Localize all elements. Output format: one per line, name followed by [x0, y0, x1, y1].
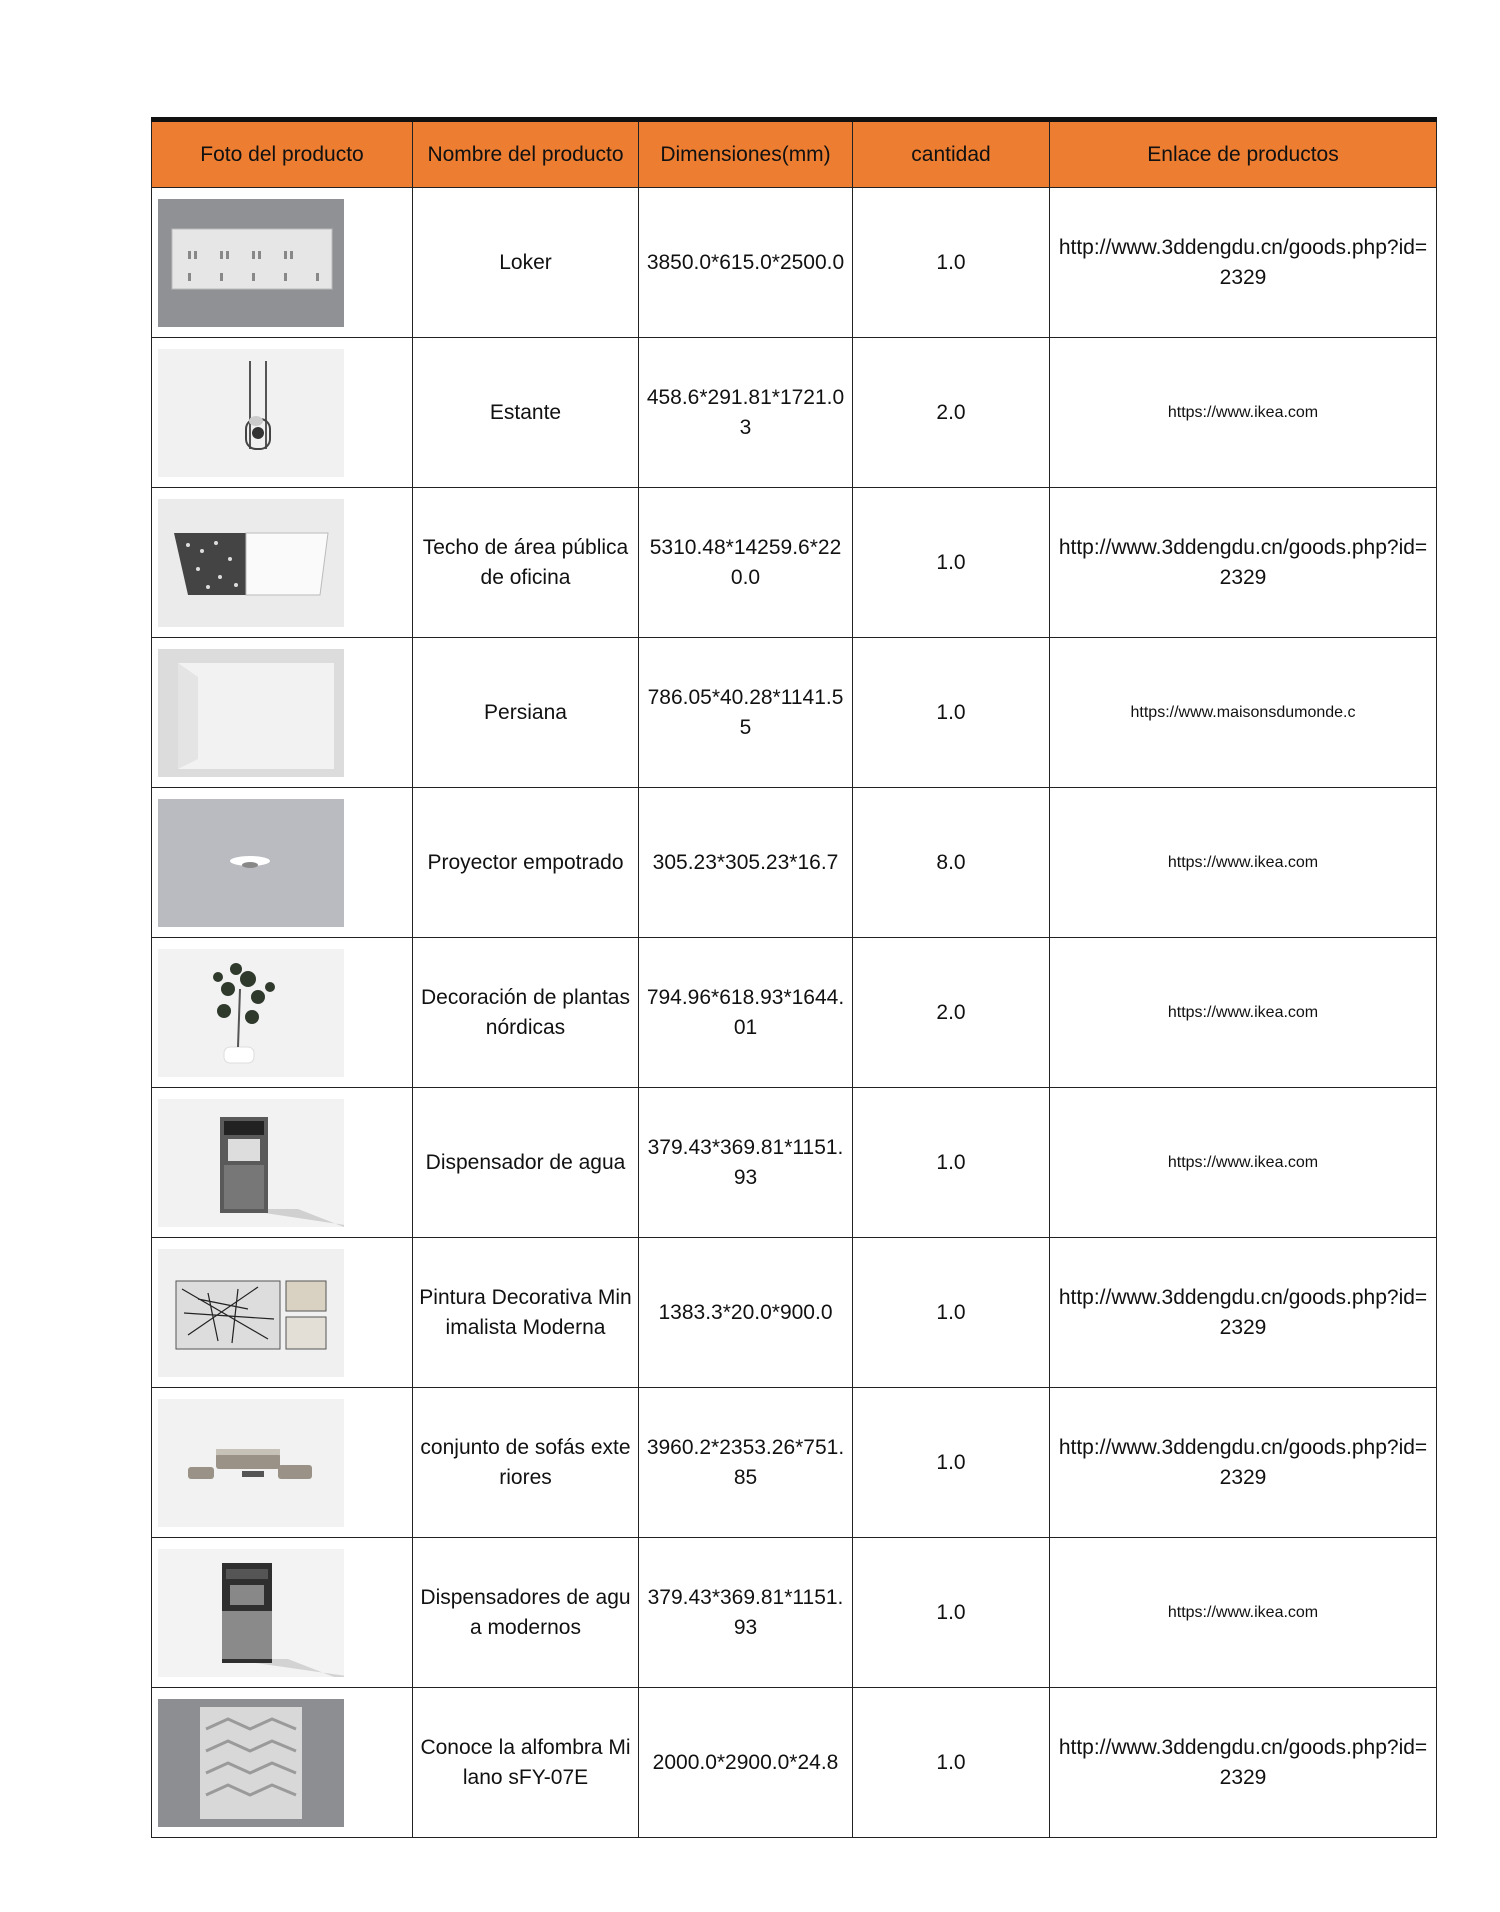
product-name-cell	[413, 638, 639, 788]
product-name-cell	[413, 1088, 639, 1238]
product-name-cell	[413, 938, 639, 1088]
ceiling-image	[158, 499, 344, 627]
table-row	[152, 1088, 1437, 1238]
table-row	[152, 788, 1437, 938]
product-name: conjunto de sofás exteriores	[420, 1435, 631, 1489]
product-name: Pintura Decorativa Minimalista Moderna	[419, 1285, 632, 1339]
product-quantity-cell	[853, 1088, 1050, 1238]
product-quantity-cell	[853, 188, 1050, 338]
product-dimensions: 379.43*369.81*1151.93	[647, 1135, 844, 1189]
product-name: Techo de área pública de oficina	[422, 535, 629, 589]
product-link-cell	[1050, 338, 1437, 488]
product-link-cell	[1050, 788, 1437, 938]
product-dimensions-cell	[639, 488, 853, 638]
product-link-cell	[1050, 488, 1437, 638]
decorative-painting-image	[158, 1249, 344, 1377]
outdoor-sofa-set-image	[158, 1399, 344, 1527]
product-link-cell	[1050, 1688, 1437, 1838]
modern-water-dispenser-image	[158, 1549, 344, 1677]
table-row	[152, 1388, 1437, 1538]
product-link[interactable]: http://www.3ddengdu.cn/goods.php?id=2329	[1058, 1435, 1428, 1489]
product-photo-cell	[152, 1088, 413, 1238]
product-link-cell	[1050, 1238, 1437, 1388]
product-name-cell	[413, 338, 639, 488]
plant-image	[158, 949, 344, 1077]
product-quantity: 1.0	[936, 1600, 966, 1624]
product-name-cell	[413, 1238, 639, 1388]
product-quantity: 1.0	[936, 1150, 966, 1174]
product-dimensions-cell	[639, 1688, 853, 1838]
product-quantity: 1.0	[936, 1750, 966, 1774]
product-link[interactable]: http://www.3ddengdu.cn/goods.php?id=2329	[1058, 1735, 1428, 1789]
product-quantity-cell	[853, 338, 1050, 488]
product-name: Decoración de plantas nórdicas	[421, 985, 630, 1039]
table-row	[152, 1538, 1437, 1688]
product-name-cell	[413, 188, 639, 338]
product-photo-cell	[152, 1238, 413, 1388]
product-dimensions-cell	[639, 1088, 853, 1238]
product-quantity-cell	[853, 938, 1050, 1088]
product-link[interactable]: https://www.ikea.com	[1167, 1153, 1319, 1171]
product-dimensions: 1383.3*20.0*900.0	[658, 1300, 833, 1324]
product-quantity: 1.0	[936, 1450, 966, 1474]
product-quantity-cell	[853, 1688, 1050, 1838]
product-quantity: 1.0	[936, 700, 966, 724]
product-dimensions-cell	[639, 788, 853, 938]
product-quantity-cell	[853, 1538, 1050, 1688]
table-row	[152, 1238, 1437, 1388]
table-header	[152, 120, 1437, 188]
header-name: Nombre del producto	[413, 120, 639, 188]
product-dimensions-cell	[639, 1388, 853, 1538]
product-quantity: 8.0	[936, 850, 966, 874]
product-quantity: 2.0	[936, 400, 966, 424]
product-dimensions: 5310.48*14259.6*220.0	[649, 535, 842, 589]
table-row	[152, 488, 1437, 638]
product-photo-cell	[152, 1538, 413, 1688]
header-dimensions: Dimensiones(mm)	[639, 120, 853, 188]
product-quantity-cell	[853, 488, 1050, 638]
product-photo-cell	[152, 488, 413, 638]
product-name-cell	[413, 488, 639, 638]
product-photo-cell	[152, 338, 413, 488]
product-link[interactable]: https://www.ikea.com	[1167, 1003, 1319, 1021]
table-row	[152, 638, 1437, 788]
product-link[interactable]: https://www.ikea.com	[1167, 403, 1319, 421]
product-quantity: 1.0	[936, 1300, 966, 1324]
product-photo-cell	[152, 1388, 413, 1538]
product-dimensions-cell	[639, 1538, 853, 1688]
table-row	[152, 938, 1437, 1088]
product-dimensions-cell	[639, 638, 853, 788]
product-link[interactable]: https://www.maisonsdumonde.c	[1130, 703, 1356, 721]
product-name: Dispensador de agua	[425, 1150, 626, 1174]
product-dimensions: 458.6*291.81*1721.03	[646, 385, 845, 439]
product-quantity: 2.0	[936, 1000, 966, 1024]
product-link-cell	[1050, 188, 1437, 338]
table-row	[152, 188, 1437, 338]
header-photo: Foto del producto	[152, 120, 413, 188]
product-link[interactable]: http://www.3ddengdu.cn/goods.php?id=2329	[1058, 535, 1428, 589]
product-dimensions: 3850.0*615.0*2500.0	[646, 250, 845, 274]
product-dimensions: 786.05*40.28*1141.55	[647, 685, 844, 739]
product-quantity-cell	[853, 788, 1050, 938]
product-link-cell	[1050, 1538, 1437, 1688]
product-quantity: 1.0	[936, 550, 966, 574]
product-name: Conoce la alfombra Milano sFY-07E	[420, 1735, 631, 1789]
product-link[interactable]: https://www.ikea.com	[1167, 853, 1319, 871]
product-name: Proyector empotrado	[427, 850, 624, 874]
product-link-cell	[1050, 1088, 1437, 1238]
product-dimensions-cell	[639, 188, 853, 338]
product-name: Estante	[489, 400, 562, 424]
product-dimensions: 305.23*305.23*16.7	[652, 850, 839, 874]
product-photo-cell	[152, 788, 413, 938]
product-photo-cell	[152, 638, 413, 788]
product-link-cell	[1050, 638, 1437, 788]
water-dispenser-image	[158, 1099, 344, 1227]
rug-image	[158, 1699, 344, 1827]
table-row	[152, 1688, 1437, 1838]
product-link[interactable]: http://www.3ddengdu.cn/goods.php?id=2329	[1058, 235, 1428, 289]
product-dimensions-cell	[639, 338, 853, 488]
product-photo-cell	[152, 188, 413, 338]
product-link-cell	[1050, 938, 1437, 1088]
recessed-spotlight-image	[158, 799, 344, 927]
header-link: Enlace de productos	[1050, 120, 1437, 188]
product-dimensions: 3960.2*2353.26*751.85	[646, 1435, 845, 1489]
product-dimensions-cell	[639, 938, 853, 1088]
product-name: Dispensadores de agua modernos	[420, 1585, 631, 1639]
product-quantity: 1.0	[936, 250, 966, 274]
header-quantity: cantidad	[853, 120, 1050, 188]
product-link[interactable]: https://www.ikea.com	[1167, 1603, 1319, 1621]
product-table	[151, 117, 1437, 1838]
product-name: Persiana	[484, 700, 567, 724]
product-dimensions: 379.43*369.81*1151.93	[647, 1585, 844, 1639]
product-name: Loker	[499, 250, 552, 274]
product-name-cell	[413, 788, 639, 938]
product-link-cell	[1050, 1388, 1437, 1538]
blind-image	[158, 649, 344, 777]
product-dimensions-cell	[639, 1238, 853, 1388]
product-name-cell	[413, 1538, 639, 1688]
product-link[interactable]: http://www.3ddengdu.cn/goods.php?id=2329	[1058, 1285, 1428, 1339]
locker-cabinet-image	[158, 199, 344, 327]
product-name-cell	[413, 1388, 639, 1538]
header-row	[152, 120, 1437, 188]
shelf-image	[158, 349, 344, 477]
table-row	[152, 338, 1437, 488]
product-name-cell	[413, 1688, 639, 1838]
product-quantity-cell	[853, 1388, 1050, 1538]
product-quantity-cell	[853, 638, 1050, 788]
table-body	[152, 188, 1437, 1838]
product-photo-cell	[152, 938, 413, 1088]
product-dimensions: 2000.0*2900.0*24.8	[652, 1750, 839, 1774]
product-photo-cell	[152, 1688, 413, 1838]
product-quantity-cell	[853, 1238, 1050, 1388]
product-dimensions: 794.96*618.93*1644.01	[646, 985, 845, 1039]
